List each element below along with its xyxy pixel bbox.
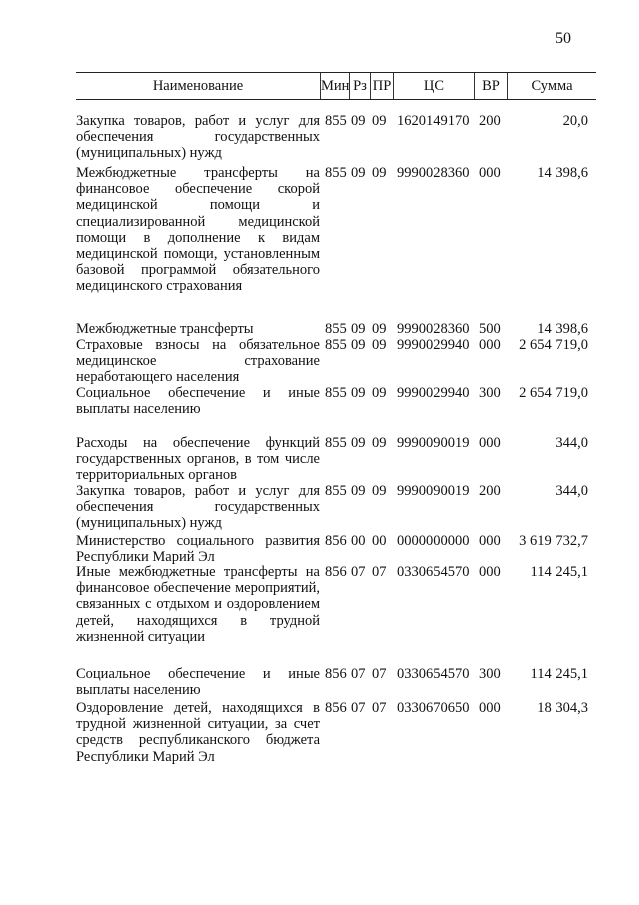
row-sum: 20,0 — [562, 113, 588, 129]
table-row — [76, 483, 596, 532]
row-min: 855 — [325, 483, 347, 499]
table-row — [76, 165, 596, 295]
header-cs: ЦС — [423, 78, 445, 94]
row-cs: 1620149170 — [397, 113, 470, 129]
table-row — [76, 113, 596, 162]
header-sum: Сумма — [531, 78, 573, 94]
row-min: 856 — [325, 666, 347, 682]
table-row — [76, 435, 596, 484]
row-vr: 000 — [479, 533, 501, 549]
row-pr: 07 — [372, 666, 387, 682]
row-rz: 09 — [351, 165, 366, 181]
row-pr: 07 — [372, 564, 387, 580]
row-pr: 09 — [372, 113, 387, 129]
row-name: Социальное обеспечение и иные выплаты населению — [76, 385, 320, 418]
row-cs: 9990029940 — [397, 337, 470, 353]
row-sum: 2 654 719,0 — [519, 337, 588, 353]
header-vr: ВР — [482, 78, 500, 94]
row-name: Межбюджетные трансферты на финансовое обеспечение скорой медицинской помощи и специализированной медицинской помощи в дополнение к видам медицинской помощи, установленным базовой программой обязательного медицинского страхования — [76, 165, 320, 295]
row-vr: 300 — [479, 385, 501, 401]
header-pr: ПР — [372, 78, 392, 94]
row-cs: 0330654570 — [397, 666, 470, 682]
row-pr: 09 — [372, 483, 387, 499]
row-name: Оздоровление детей, находящихся в трудной жизненной ситуации, за счет средств республиканского бюджета Республики Марий Эл — [76, 700, 320, 765]
table-row — [76, 666, 596, 698]
row-rz: 07 — [351, 564, 366, 580]
row-rz: 09 — [351, 321, 366, 337]
row-min: 855 — [325, 113, 347, 129]
row-sum: 344,0 — [555, 483, 588, 499]
row-name: Страховые взносы на обязательное медицинское страхование неработающего населения — [76, 337, 320, 386]
row-pr: 09 — [372, 337, 387, 353]
row-rz: 00 — [351, 533, 366, 549]
table-row — [76, 337, 596, 386]
row-cs: 9990028360 — [397, 165, 470, 181]
row-min: 855 — [325, 321, 347, 337]
table-row — [76, 321, 596, 337]
row-pr: 09 — [372, 321, 387, 337]
row-pr: 09 — [372, 385, 387, 401]
row-pr: 00 — [372, 533, 387, 549]
row-vr: 000 — [479, 165, 501, 181]
row-vr: 000 — [479, 700, 501, 716]
table-row — [76, 533, 596, 565]
row-vr: 000 — [479, 337, 501, 353]
row-rz: 09 — [351, 385, 366, 401]
row-rz: 07 — [351, 666, 366, 682]
row-pr: 07 — [372, 700, 387, 716]
row-cs: 0330670650 — [397, 700, 470, 716]
row-vr: 300 — [479, 666, 501, 682]
row-cs: 0000000000 — [397, 533, 470, 549]
header-rz: Рз — [353, 78, 367, 94]
table-header — [76, 72, 596, 100]
row-vr: 200 — [479, 483, 501, 499]
row-name: Межбюджетные трансферты — [76, 321, 254, 337]
row-pr: 09 — [372, 165, 387, 181]
row-sum: 2 654 719,0 — [519, 385, 588, 401]
row-vr: 200 — [479, 113, 501, 129]
row-min: 855 — [325, 165, 347, 181]
row-name: Министерство социального развития Республики Марий Эл — [76, 533, 320, 566]
row-rz: 07 — [351, 700, 366, 716]
row-rz: 09 — [351, 113, 366, 129]
row-vr: 000 — [479, 435, 501, 451]
row-rz: 09 — [351, 483, 366, 499]
row-cs: 9990090019 — [397, 483, 470, 499]
table-row — [76, 700, 596, 765]
row-name: Расходы на обеспечение функций государственных органов, в том числе территориальных органов — [76, 435, 320, 484]
row-name: Социальное обеспечение и иные выплаты населению — [76, 666, 320, 699]
row-sum: 14 398,6 — [537, 165, 588, 181]
row-sum: 114 245,1 — [530, 564, 588, 580]
header-name: Наименование — [152, 78, 244, 94]
row-min: 855 — [325, 435, 347, 451]
row-min: 856 — [325, 564, 347, 580]
row-sum: 114 245,1 — [530, 666, 588, 682]
row-vr: 500 — [479, 321, 501, 337]
row-name: Закупка товаров, работ и услуг для обеспечения государственных (муниципальных) нужд — [76, 483, 320, 532]
page-number: 50 — [555, 30, 571, 47]
row-cs: 9990029940 — [397, 385, 470, 401]
row-rz: 09 — [351, 435, 366, 451]
row-sum: 344,0 — [555, 435, 588, 451]
budget-table — [76, 72, 596, 765]
row-pr: 09 — [372, 435, 387, 451]
row-min: 856 — [325, 533, 347, 549]
row-cs: 9990028360 — [397, 321, 470, 337]
row-min: 855 — [325, 337, 347, 353]
row-vr: 000 — [479, 564, 501, 580]
row-sum: 18 304,3 — [537, 700, 588, 716]
row-rz: 09 — [351, 337, 366, 353]
table-row — [76, 564, 596, 645]
row-sum: 14 398,6 — [537, 321, 588, 337]
row-name: Иные межбюджетные трансферты на финансовое обеспечение мероприятий, связанных с отдыхом и оздоровлением детей, находящихся в трудной жизненной ситуации — [76, 564, 320, 645]
row-cs: 0330654570 — [397, 564, 470, 580]
table-row — [76, 385, 596, 417]
row-min: 856 — [325, 700, 347, 716]
row-cs: 9990090019 — [397, 435, 470, 451]
row-min: 855 — [325, 385, 347, 401]
header-min: Мин — [321, 78, 350, 94]
row-name: Закупка товаров, работ и услуг для обеспечения государственных (муниципальных) нужд — [76, 113, 320, 162]
row-sum: 3 619 732,7 — [519, 533, 588, 549]
